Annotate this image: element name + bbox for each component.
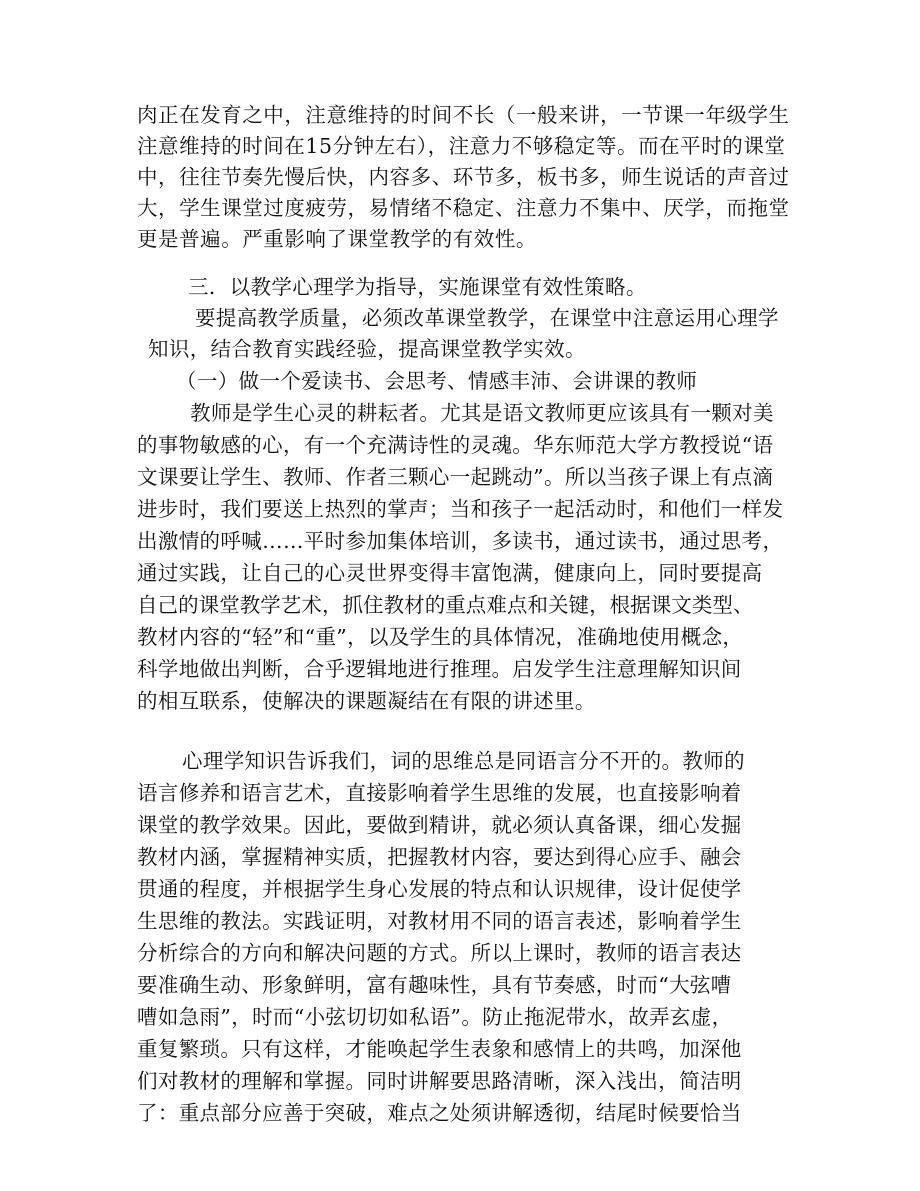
- text-line: 通过实践，让自己的心灵世界变得丰富饱满，健康向上，同时要提高: [137, 561, 763, 585]
- text-line: 科学地做出判断，合乎逻辑地进行推理。启发学生注意理解知识间: [137, 657, 742, 681]
- text-line: 教师是学生心灵的耕耘者。尤其是语文教师更应该具有一颗对美: [190, 401, 774, 425]
- text-line: 的相互联系，使解决的课题凝结在有限的讲述里。: [137, 689, 596, 713]
- text-line: 要准确生动、形象鲜明，富有趣味性，具有节奏感，时而“大弦嘈: [137, 973, 732, 997]
- text-line: 自己的课堂教学艺术，抓住教材的重点难点和关键，根据课文类型、: [137, 593, 754, 617]
- text-line: 嘈如急雨”，时而“小弦切切如私语”。防止拖泥带水，故弄玄虚，: [137, 1005, 733, 1029]
- text-line: 贯通的程度，并根据学生身心发展的特点和认识规律，设计促使学: [137, 877, 742, 901]
- text-line: 语言修养和语言艺术，直接影响着学生思维的发展，也直接影响着: [137, 781, 742, 805]
- text-line: 教材内容的“轻”和“重”，以及学生的具体情况，准确地使用概念，: [137, 625, 744, 649]
- text-line: 课堂的教学效果。因此，要做到精讲，就必须认真备课，细心发掘: [137, 813, 742, 837]
- text-line: 更是普遍。严重影响了课堂教学的有效性。: [137, 227, 537, 251]
- text-line: 重复繁琐。只有这样，才能唤起学生表象和感情上的共鸣，加深他: [137, 1037, 742, 1061]
- text-line: 进步时，我们要送上热烈的掌声；当和孩子一起活动时，和他们一样发: [137, 497, 784, 521]
- text-line: 心理学知识告诉我们，词的思维总是同语言分不开的。教师的: [182, 749, 745, 773]
- text-line: 大，学生课堂过度疲劳，易情绪不稳定、注意力不集中、厌学，而拖堂: [137, 196, 790, 220]
- text-line: 注意维持的时间在15分钟左右），注意力不够稳定等。而在平时的课堂: [137, 134, 786, 158]
- text-line: 要提高教学质量，必须改革课堂教学，在课堂中注意运用心理学: [195, 306, 779, 330]
- text-line: 知识，结合教育实践经验，提高课堂教学实效。: [148, 337, 586, 361]
- text-line: 的事物敏感的心，有一个充满诗性的灵魂。华东师范大学方教授说“语: [137, 433, 774, 457]
- text-line: 文课要让学生、教师、作者三颗心一起跳动”。所以当孩子课上有点滴: [137, 465, 774, 489]
- text-line: 们对教材的理解和掌握。同时讲解要思路清晰，深入浅出，简洁明: [137, 1069, 742, 1093]
- text-line: 教材内涵，掌握精神实质，把握教材内容，要达到得心应手、融会: [137, 845, 742, 869]
- text-line: 出激情的呼喊……平时参加集体培训，多读书，通过读书，通过思考，: [137, 529, 784, 553]
- text-line: 肉正在发育之中，注意维持的时间不长（一般来讲，一节课一年级学生: [137, 103, 790, 127]
- text-line: 生思维的教法。实践证明，对教材用不同的语言表述，影响着学生: [137, 909, 742, 933]
- text-line: 中，往往节奏先慢后快，内容多、环节多，板书多，师生说话的声音过: [137, 165, 790, 189]
- text-line: 了：重点部分应善于突破，难点之处须讲解透彻，结尾时候要恰当: [137, 1101, 742, 1125]
- subsection-heading: （一）做一个爱读书、会思考、情感丰沛、会讲课的教师: [176, 369, 698, 393]
- text-line: 分析综合的方向和解决问题的方式。所以上课时，教师的语言表达: [137, 941, 742, 965]
- section-heading: 三．以教学心理学为指导，实施课堂有效性策略。: [188, 275, 647, 299]
